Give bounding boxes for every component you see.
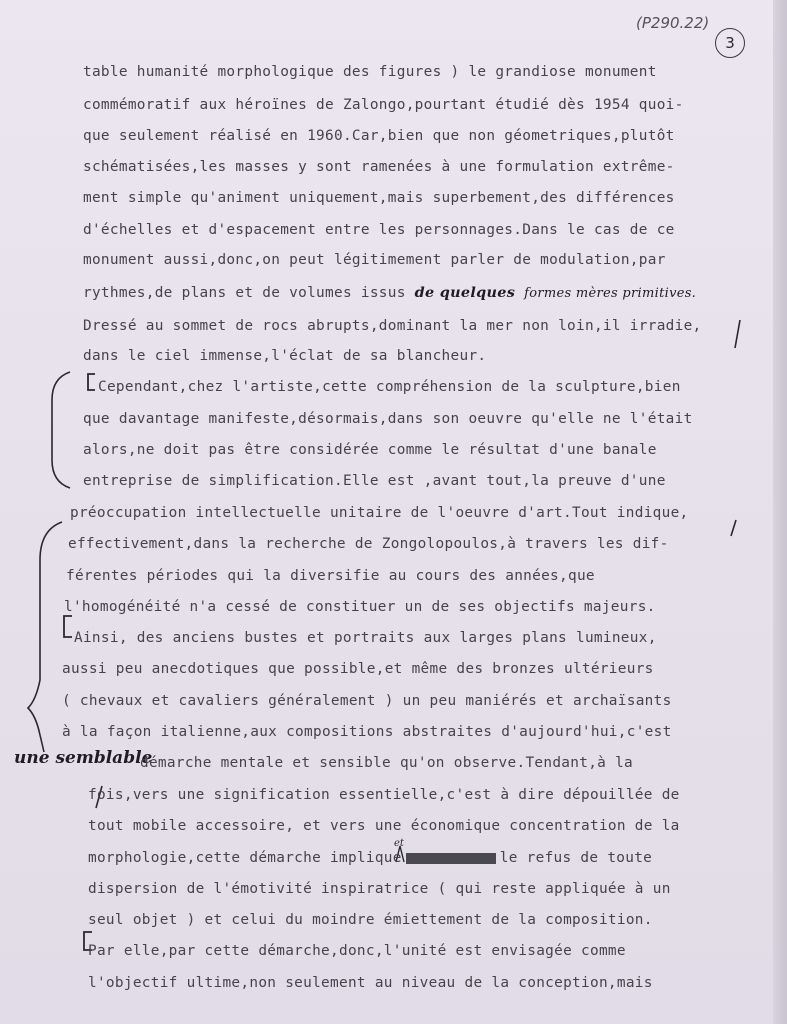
- text-line-20: aussi peu anecdotiques que possible,et même des bronzes ultérieurs: [62, 661, 654, 677]
- text-line-8-typed: rythmes,de plans et de volumes issus: [83, 285, 406, 301]
- text-line-17: férentes périodes qui la diversifie au cours des années,que: [66, 568, 595, 584]
- text-line-9: Dressé au sommet de rocs abrupts,dominant la mer non loin,il irradie,: [83, 318, 702, 334]
- text-line-23: démarche mentale et sensible qu'on observe.Tendant,à la: [140, 755, 634, 771]
- bracket-start-2: [64, 616, 72, 637]
- text-line-5: ment simple qu'animent uniquement,mais superbement,des différences: [83, 190, 675, 206]
- text-line-2: commémoratif aux héroïnes de Zalongo,pourtant étudié dès 1954 quoi-: [83, 97, 684, 113]
- text-line-21: ( chevaux et cavaliers généralement ) un peu maniérés et archaïsants: [62, 693, 672, 709]
- text-line-12: que davantage manifeste,désormais,dans son oeuvre qu'elle ne l'était: [83, 411, 693, 427]
- text-line-13: alors,ne doit pas être considérée comme le résultat d'une banale: [83, 442, 657, 458]
- text-line-18: l'homogénéité n'a cessé de constituer un de ses objectifs majeurs.: [64, 599, 656, 615]
- margin-bracket-1: [52, 372, 70, 488]
- text-line-26: [88, 849, 652, 867]
- text-line-26-end: le refus de toute: [499, 850, 653, 866]
- text-line-6: d'échelles et d'espacement entre les personnages.Dans le cas de ce: [83, 222, 675, 238]
- text-line-30: l'objectif ultime,non seulement au niveau de la conception,mais: [88, 975, 653, 991]
- text-line-27: dispersion de l'émotivité inspiratrice ( qui reste appliquée à un: [88, 881, 671, 897]
- handwritten-margin-insert: une semblable: [14, 748, 153, 768]
- page-number: 3: [715, 28, 745, 58]
- text-line-26-start: morphologie,cette démarche implique: [88, 850, 402, 866]
- text-line-25: tout mobile accessoire, et vers une économique concentration de la: [88, 818, 680, 834]
- reference-code: (P290.22): [636, 14, 710, 32]
- text-line-15: préoccupation intellectuelle unitaire de l'oeuvre d'art.Tout indique,: [70, 505, 689, 521]
- handwritten-caret-insert: et: [394, 838, 404, 849]
- text-line-11: Cependant,chez l'artiste,cette compréhension de la sculpture,bien: [98, 379, 681, 395]
- text-line-16: effectivement,dans la recherche de Zongolopoulos,à travers les dif-: [68, 536, 669, 552]
- text-line-19: Ainsi, des anciens bustes et portraits aux larges plans lumineux,: [74, 630, 657, 646]
- text-line-28: seul objet ) et celui du moindre émiettement de la composition.: [88, 912, 653, 928]
- text-line-14: entreprise de simplification.Elle est ,avant tout,la preuve d'une: [83, 473, 666, 489]
- text-line-8: [83, 284, 696, 303]
- text-line-10: dans le ciel immense,l'éclat de sa blancheur.: [83, 348, 487, 364]
- text-line-3: que seulement réalisé en 1960.Car,bien que non géometriques,plutôt: [83, 128, 675, 144]
- struck-out-word: [406, 853, 496, 864]
- margin-bracket-2: [28, 522, 62, 752]
- margin-tick-2: [731, 520, 736, 536]
- text-line-4: schématisées,les masses y sont ramenées à une formulation extrême-: [83, 159, 675, 175]
- text-line-24: fois,vers une signification essentielle,c'est à dire dépouillée de: [88, 787, 680, 803]
- margin-tick-1: [735, 320, 740, 348]
- handwritten-insert-formes: formes mères primitives.: [524, 286, 697, 301]
- handwritten-insert-quelques: de quelques: [414, 284, 516, 301]
- text-line-22: à la façon italienne,aux compositions abstraites d'aujourd'hui,c'est: [62, 724, 672, 740]
- text-line-7: monument aussi,donc,on peut légitimement parler de modulation,par: [83, 252, 666, 268]
- text-line-1: table humanité morphologique des figures ) le grandiose monument: [83, 64, 657, 80]
- text-line-29: Par elle,par cette démarche,donc,l'unité est envisagée comme: [88, 943, 626, 959]
- bracket-start-1: [88, 374, 95, 390]
